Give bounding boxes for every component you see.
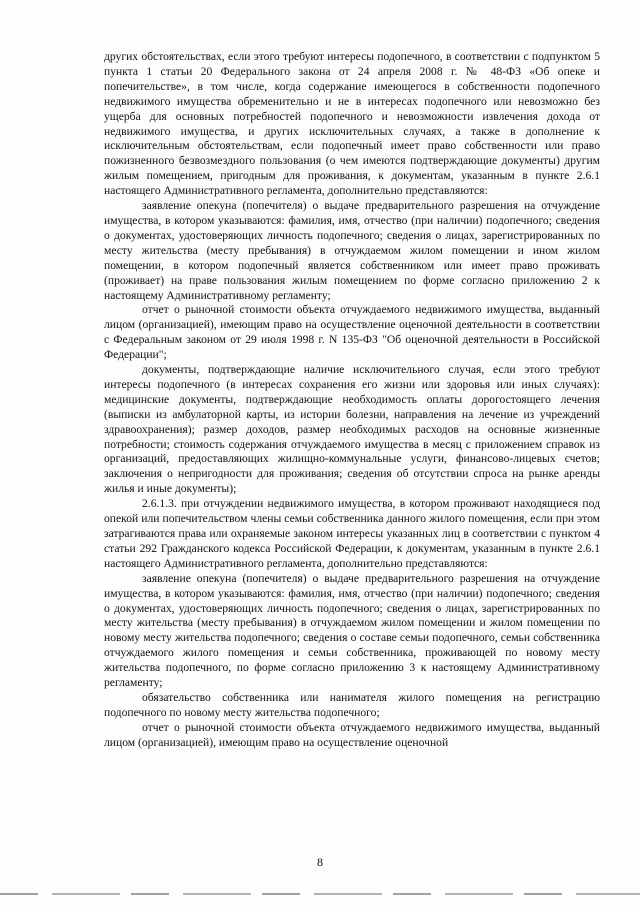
paragraph-owner-obligation: обязательство собственника или нанимателя жилого помещения на регистрацию подопечного по новому месту жительства подопечного; (104, 690, 600, 719)
paragraph-market-value-report-2: отчет о рыночной стоимости объекта отчуждаемого недвижимого имущества, выданный лицом (организацией), имеющим право на осуществление оценочной (104, 720, 600, 749)
document-body (104, 50, 600, 751)
paragraph-guardian-application-family: заявление опекуна (попечителя) о выдаче предварительного разрешения на отчуждение имущества, в котором указываются: фамилия, имя, отчество (при наличии) подопечного; сведения о документах, удостоверяющих личность подопечного; сведения о лицах, зарегистрированных по месту жительства (месту пребывания) в отчуждаемом жилом помещении и жилом помещении по новому месту жительства подопечного; сведения о составе семьи подопечного, семьи собственника отчуждаемого жилого помещения и семьи собственника, проживающей по новому месту жительства подопечного, по форме согласно приложению 3 к настоящему Административному регламенту; (104, 571, 600, 690)
paragraph-exceptional-case-documents: документы, подтверждающие наличие исключительного случая, если этого требуют интересы подопечного (в интересах сохранения его жизни или здоровья или иных случаях): медицинские документы, подтверждающие необходимость оплаты дорогостоящего лечения (выписки из амбулаторной карты, из истории болезни, направления на лечение из учреждений здравоохранения); размер доходов, размер необходимых расходов на основные жизненные потребности; стоимость содержания отчуждаемого имущества в месяц с приложением справок из организаций, предоставляющих жилищно-коммунальные услуги, финансово-лицевых счетов; заключения о непригодности для проживания; сведения об отсутствии спроса на рынке аренды жилья и иные документы); (104, 363, 600, 496)
paragraph-guardian-application: заявление опекуна (попечителя) о выдаче предварительного разрешения на отчуждение имущества, в котором указываются: фамилия, имя, отчество (при наличии) подопечного; сведения о документах, удостоверяющих личность подопечного; сведения о лицах, зарегистрированных по месту жительства (месту пребывания) в отчуждаемом жилом помещении и ином жилом помещении, в котором подопечный является собственником или имеет право проживать (проживает) на праве пользования жилым помещением по форме согласно приложению 2 к настоящему Административному регламенту; (104, 199, 600, 302)
paragraph-section-2-6-1-3: 2.6.1.3. при отчуждении недвижимого имущества, в котором проживают находящиеся под опекой или попечительством члены семьи собственника данного жилого помещения, если при этом затрагиваются права или охраняемые законом интересы указанных лиц в соответствии с пунктом 4 статьи 292 Гражданского кодекса Российской Федерации, к документам, указанным в пункте 2.6.1 настоящего Административного регламента, дополнительно представляются: (104, 497, 600, 570)
paragraph-market-value-report: отчет о рыночной стоимости объекта отчуждаемого недвижимого имущества, выданный лицом (организацией), имеющим право на осуществление оценочной деятельности в соответствии с Федеральным законом от 29 июля 1998 г. N 135-ФЗ "Об оценочной деятельности в Российской Федерации"; (104, 303, 600, 362)
page-number: 8 (317, 855, 323, 869)
scan-edge-artifact (0, 893, 640, 895)
paragraph-continuation: других обстоятельствах, если этого требуют интересы подопечного, в соответствии с подпунктом 5 пункта 1 статьи 20 Федерального закона от 24 апреля 2008 г. № 48-ФЗ «Об опеке и попечительстве», в том числе, когда содержание имеющегося в собственности подопечного недвижимого имущества обременительно и не в интересах подопечного или невозможно без ущерба для основных потребностей подопечного и невозможности извлечения дохода от недвижимого имущества, и других исключительных случаях, а также в дополнение к исключительным обстоятельствам, если подопечный имеет право собственности или право пожизненного безвозмездного пользования (о чем имеются подтверждающие документы) другим жилым помещением, пригодным для проживания, к документам, указанным в пункте 2.6.1 настоящего Административного регламента, дополнительно представляются: (104, 50, 600, 198)
